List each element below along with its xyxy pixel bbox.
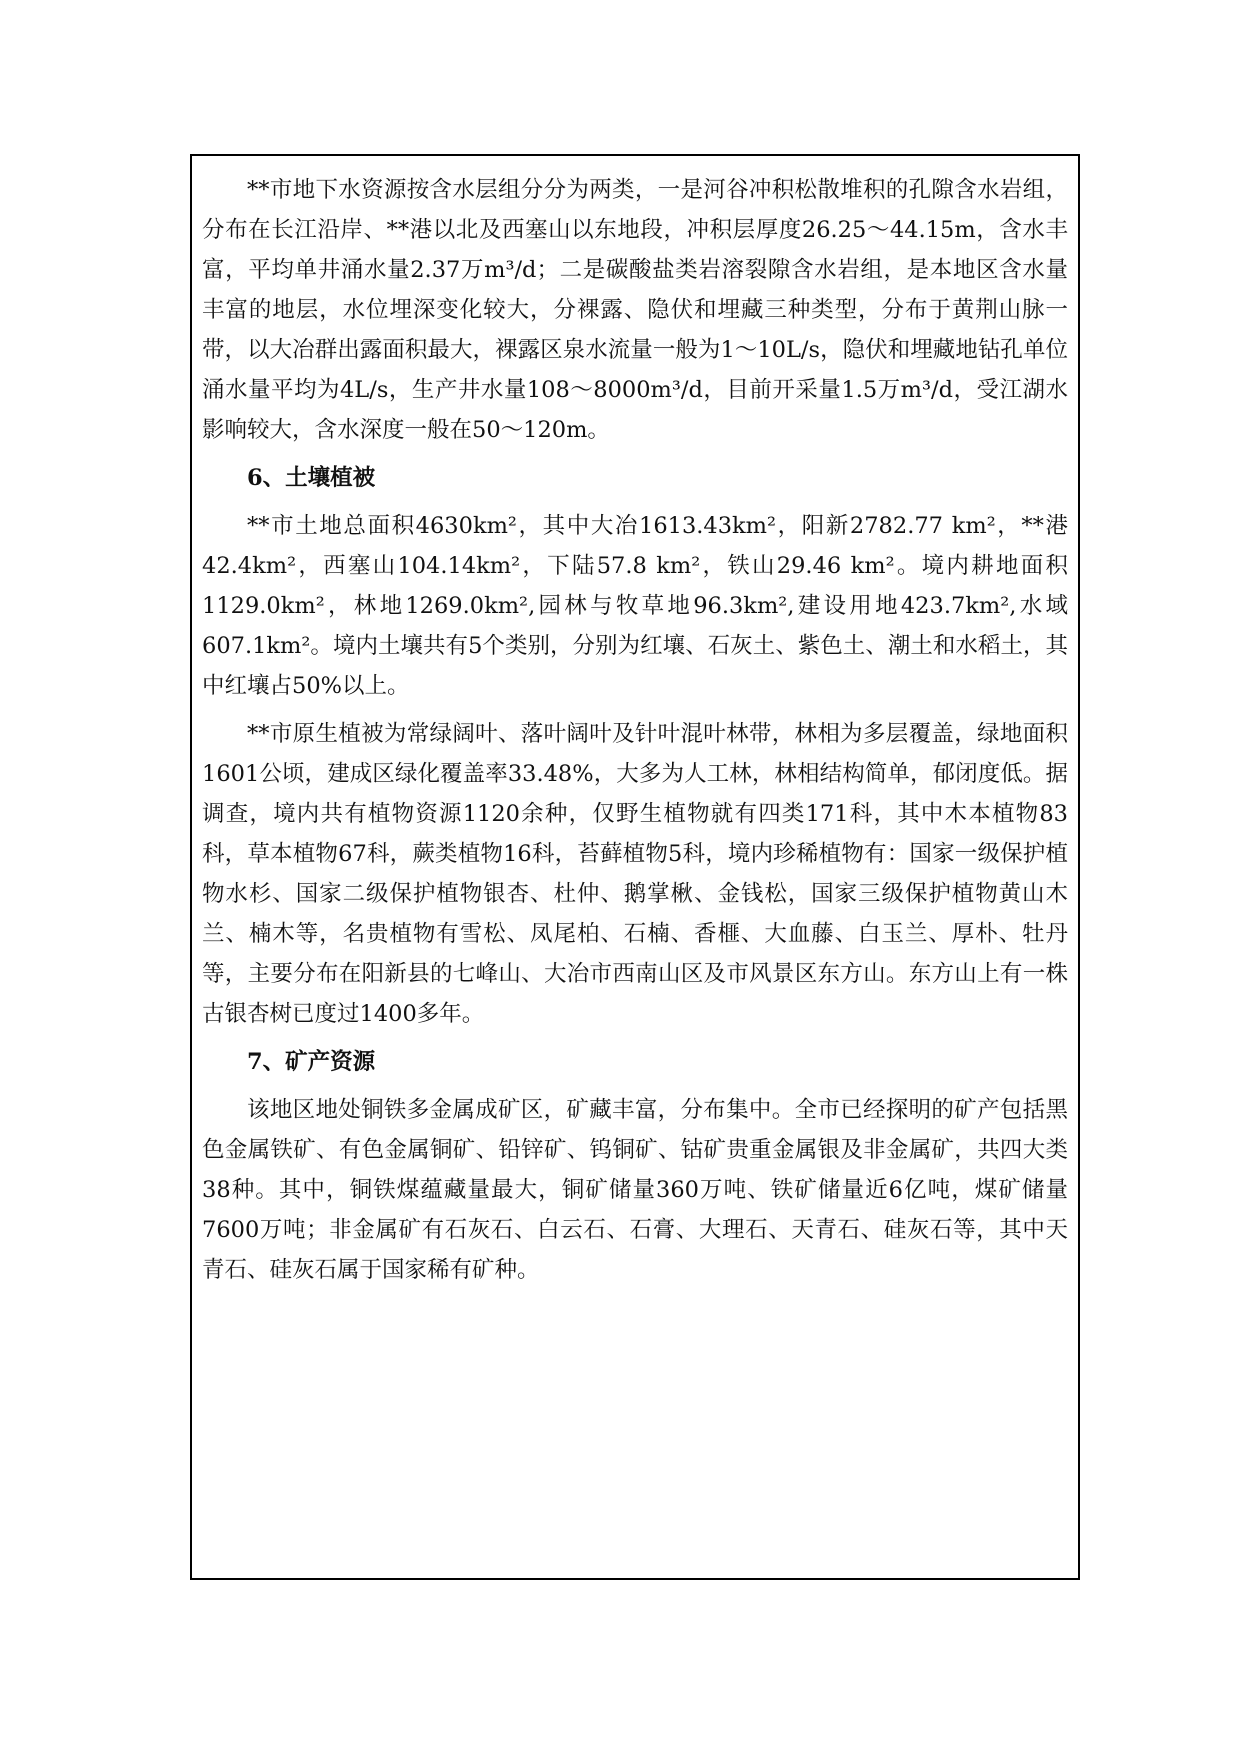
groundwater-paragraph: **市地下水资源按含水层组分分为两类，一是河谷冲积松散堆积的孔隙含水岩组，分布在长江沿岸、**港以北及西塞山以东地段，冲积层厚度26.25～44.15m，含水丰富，平均单井涌水量2.37万m³/d；二是碳酸盐类岩溶裂隙含水岩组，是本地区含水量丰富的地层，水位埋深变化较大，分裸露、隐伏和埋藏三种类型，分布于黄荆山脉一带，以大冶群出露面积最大，裸露区泉水流量一般为1～10L/s，隐伏和埋藏地钻孔单位涌水量平均为4L/s，生产井水量108～8000m³/d，目前开采量1.5万m³/d，受江湖水影响较大，含水深度一般在50～120m。: [202, 177, 1068, 443]
section-heading-minerals: 7、矿产资源: [247, 1049, 376, 1075]
document-body: [202, 170, 1068, 1290]
content-frame: [190, 154, 1080, 1580]
vegetation-paragraph: **市原生植被为常绿阔叶、落叶阔叶及针叶混叶林带，林相为多层覆盖，绿地面积1601公顷，建成区绿化覆盖率33.48%，大多为人工林，林相结构简单，郁闭度低。据调查，境内共有植物资源1120余种，仅野生植物就有四类171科，其中木本植物83科，草本植物67科，蕨类植物16科，苔藓植物5科，境内珍稀植物有：国家一级保护植物水杉、国家二级保护植物银杏、杜仲、鹅掌楸、金钱松，国家三级保护植物黄山木兰、楠木等，名贵植物有雪松、凤尾柏、石楠、香榧、大血藤、白玉兰、厚朴、牡丹等，主要分布在阳新县的七峰山、大冶市西南山区及市风景区东方山。东方山上有一株古银杏树已度过1400多年。: [202, 721, 1068, 1027]
land-area-paragraph: **市土地总面积4630km²，其中大冶1613.43km²，阳新2782.77 km²，**港42.4km²，西塞山104.14km²，下陆57.8 km²，铁山29.46 km²。境内耕地面积1129.0km²，林地1269.0km²,园林与牧草地96.3km²,建设用地423.7km²,水域607.1km²。境内土壤共有5个类别，分别为红壤、石灰土、紫色土、潮土和水稻土，其中红壤占50%以上。: [202, 513, 1068, 699]
minerals-paragraph: 该地区地处铜铁多金属成矿区，矿藏丰富，分布集中。全市已经探明的矿产包括黑色金属铁矿、有色金属铜矿、铅锌矿、钨铜矿、钴矿贵重金属银及非金属矿，共四大类38种。其中，铜铁煤蕴藏量最大，铜矿储量360万吨、铁矿储量近6亿吨，煤矿储量7600万吨；非金属矿有石灰石、白云石、石膏、大理石、天青石、硅灰石等，其中天青石、硅灰石属于国家稀有矿种。: [202, 1097, 1068, 1283]
section-heading-soil-vegetation: 6、土壤植被: [247, 465, 376, 491]
